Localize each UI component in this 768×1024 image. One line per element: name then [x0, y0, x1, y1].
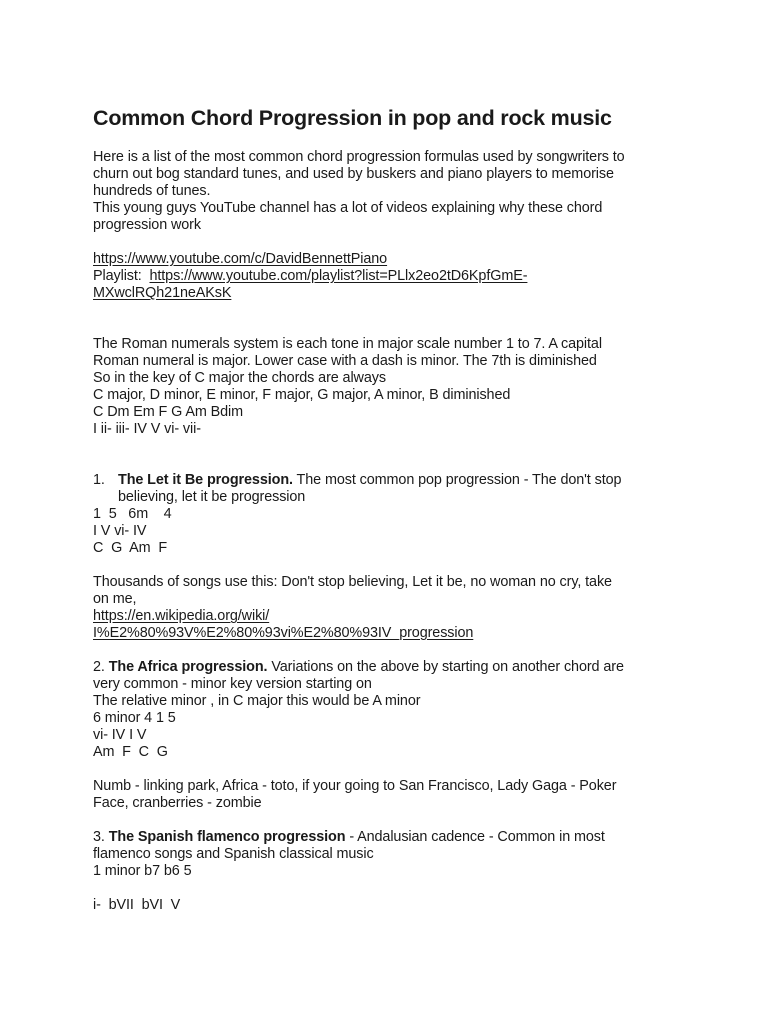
section-2-songs: Numb - linking park, Africa - toto, if your going to San Francisco, Lady Gaga - Poker	[93, 778, 617, 794]
intro-line: hundreds of tunes.	[93, 183, 211, 199]
wikipedia-link-line	[93, 608, 269, 625]
section-1-chord-line: C G Am F	[93, 540, 168, 556]
section-2-line: Am F C G	[93, 744, 168, 760]
intro-line: This young guys YouTube channel has a lot of videos explaining why these chord	[93, 200, 603, 216]
wikipedia-link[interactable]: https://en.wikipedia.org/wiki/	[93, 608, 270, 624]
section-1-chord-line: 1 5 6m 4	[93, 506, 172, 522]
section-3-heading	[93, 829, 605, 846]
playlist-line-continued	[93, 285, 231, 302]
section-3-text-continued: flamenco songs and Spanish classical music	[93, 846, 374, 862]
intro-line: progression work	[93, 217, 201, 233]
section-2-songs: Face, cranberries - zombie	[93, 795, 262, 811]
section-1-title: The Let it Be progression.	[118, 472, 293, 488]
playlist-link[interactable]: https://www.youtube.com/playlist?list=PLlx2eo2tD6KpfGmE-	[149, 268, 528, 284]
channel-link-line	[93, 251, 387, 268]
roman-line: Roman numeral is major. Lower case with a dash is minor. The 7th is diminished	[93, 353, 597, 369]
section-3-number: 3.	[93, 829, 105, 845]
roman-line: C Dm Em F G Am Bdim	[93, 404, 244, 420]
roman-line: The Roman numerals system is each tone in major scale number 1 to 7. A capital	[93, 336, 602, 352]
section-1-heading	[93, 472, 621, 489]
section-2-line: vi- IV I V	[93, 727, 147, 743]
section-3-text: - Andalusian cadence - Common in most	[345, 829, 605, 845]
intro-line: churn out bog standard tunes, and used by buskers and piano players to memorise	[93, 166, 614, 182]
section-2-line: The relative minor , in C major this would be A minor	[93, 693, 421, 709]
section-1-songs: Thousands of songs use this: Don't stop believing, Let it be, no woman no cry, take	[93, 574, 612, 590]
section-1-text-continued: believing, let it be progression	[118, 489, 306, 505]
section-1-number: 1.	[93, 472, 105, 488]
wikipedia-link-continued[interactable]: I%E2%80%93V%E2%80%93vi%E2%80%93IV_progression	[93, 625, 474, 641]
roman-line: C major, D minor, E minor, F major, G major, A minor, B diminished	[93, 387, 511, 403]
section-1-text: The most common pop progression - The don't stop	[292, 472, 622, 488]
section-2-text: Variations on the above by starting on another chord are	[267, 659, 624, 675]
section-2-heading	[93, 659, 624, 676]
section-2-number: 2.	[93, 659, 105, 675]
section-1-chord-line: I V vi- IV	[93, 523, 147, 539]
page-title: Common Chord Progression in pop and rock music	[93, 106, 612, 130]
section-2-text-continued: very common - minor key version starting on	[93, 676, 372, 692]
section-3-line: 1 minor b7 b6 5	[93, 863, 192, 879]
section-2-line: 6 minor 4 1 5	[93, 710, 176, 726]
channel-link[interactable]: https://www.youtube.com/c/DavidBennettPiano	[93, 251, 388, 267]
playlist-label: Playlist:	[93, 268, 150, 284]
roman-line: So in the key of C major the chords are always	[93, 370, 386, 386]
section-3-title: The Spanish flamenco progression	[108, 829, 346, 845]
section-3-numerals: i- bVII bVI V	[93, 897, 181, 913]
roman-line: I ii- iii- IV V vi- vii-	[93, 421, 201, 437]
playlist-line	[93, 268, 527, 285]
wikipedia-link-line-continued	[93, 625, 473, 642]
playlist-link-continued[interactable]: MXwclRQh21neAKsK	[93, 285, 232, 301]
section-1-songs: on me,	[93, 591, 137, 607]
section-2-title: The Africa progression.	[108, 659, 268, 675]
intro-line: Here is a list of the most common chord progression formulas used by songwriters to	[93, 149, 625, 165]
